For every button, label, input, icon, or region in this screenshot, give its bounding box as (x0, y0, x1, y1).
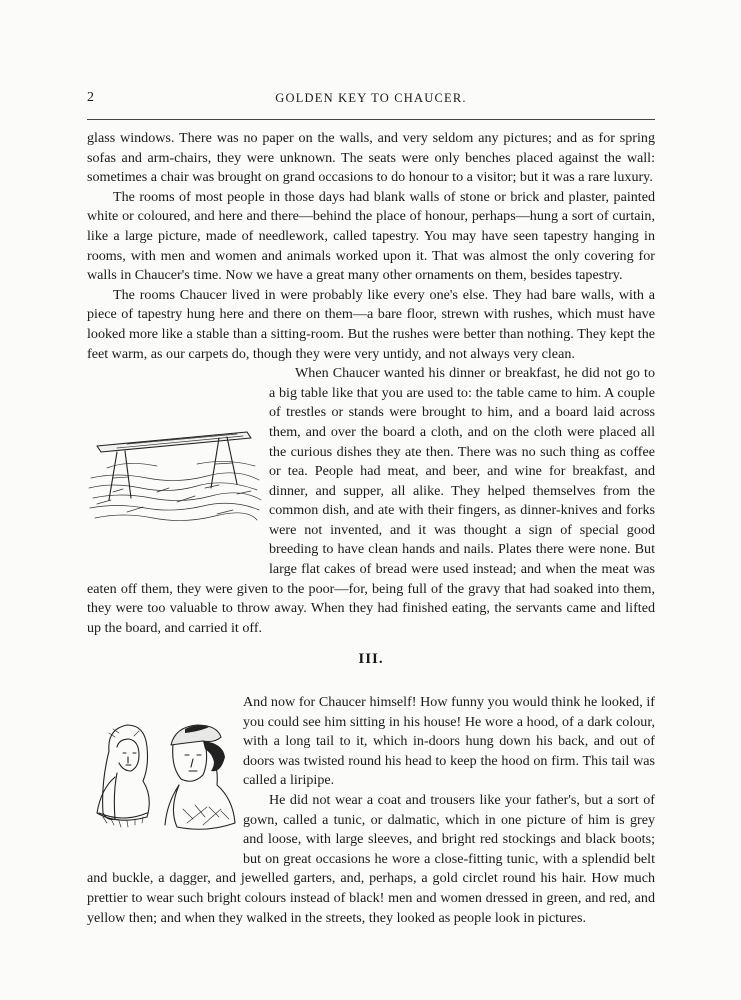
paragraph-4: When Chaucer wanted his dinner or breakfast, he did not go to a big table like that you are used to: the table came to him. A couple of trestles or stands were brought to him, and a board laid across them, and over the board a cloth, and on the cloth were placed all the curious dishes they ate then. There was no such thing as coffee or tea. People had meat, and beer, and wine for breakfast, and dinner, and supper, all alike. They helped themselves from the common dish, and ate with their fingers, as dinner-knives and forks were not invented, and it was thought a sign of special good breeding to have clean hands and nails. Plates there were none. But large flat cakes of bread were used instead; and when the meat was eaten off them, they were given to the poor—for, being full of the gravy that had soaked into them, they were too valuable to throw away. When they had finished eating, the servants came and lifted up the board, and carried it off. (87, 365, 655, 636)
running-head: GOLDEN KEY TO CHAUCER. (275, 91, 467, 105)
section-paragraph-2: He did not wear a coat and trousers like your father's, but a sort of gown, called a tunic, or dalmatic, which in one picture of him is grey and loose, with large sleeves, and bright red stockings and black boots; but on great occasions he wore a close-fitting tunic, with a splendid belt and buckle, a dagger, and jewelled garters, and, perhaps, a gold circlet round his hair. How much prettier to wear such bright colours instead of black! men and women dressed in green, and red, and yellow then; and when they walked in the streets, they looked as people look in pictures. (87, 791, 655, 926)
paragraph-2: The rooms of most people in those days had blank walls of stone or brick and plaster, painted white or coloured, and here and there—behind the place of honour, perhaps—hung a sort of curtain, like a large picture, made of needlework, called tapestry. You may have seen tapestry hanging in rooms, with men and women and animals worked upon it. That was almost the only covering for walls in Chaucer's time. Now we have a great many other ornaments on them, besides tapestry. (87, 188, 655, 284)
paragraph-3: The rooms Chaucer lived in were probably like every one's else. They had bare walls, with a piece of tapestry hung here and there on them—a bare floor, strewn with rushes, which must have looked more like a stable than a sitting-room. But the rushes were better than nothing. They kept the feet warm, as our carpets do, though they were very untidy, and not always very clean. (87, 286, 655, 362)
header-rule (87, 119, 655, 120)
trestle-table-illustration (87, 408, 263, 567)
section-paragraph-1: And now for Chaucer himself! How funny you would think he looked, if you could see him sitting in his house! He wore a hood, of a dark colour, with a long tail to it, which in-doors hung down his back, and out of doors was twisted round his head to keep the hood on firm. This tail was called a liripipe. (243, 694, 655, 789)
body-text-section (87, 693, 655, 928)
paragraph-1: glass windows. There was no paper on the walls, and very seldom any pictures; and as for spring sofas and arm-chairs, they were unknown. The seats were only benches placed against the wall: sometimes a chair was brought on grand occasions to do honour to a visitor; but it was a rare luxury. (87, 130, 655, 186)
body-text-top (87, 129, 655, 638)
section-heading: III. (358, 651, 384, 667)
page-header (87, 90, 655, 110)
chaucer-portraits-illustration (87, 713, 237, 861)
page-number: 2 (87, 90, 94, 105)
